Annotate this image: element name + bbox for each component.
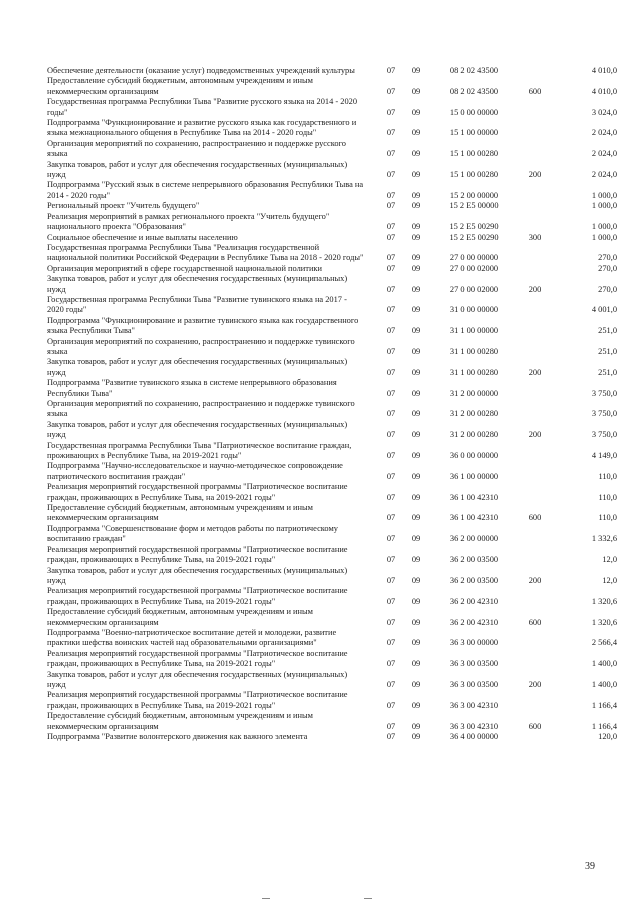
row-target-article: 36 4 00 00000 <box>449 732 499 741</box>
row-expense-type: 200 <box>528 170 542 180</box>
row-amount: 1 320,6 <box>591 617 617 627</box>
row-target-article: 15 1 00 00280 <box>449 170 499 180</box>
row-expense-type: 300 <box>528 232 542 242</box>
table-row <box>0 264 640 274</box>
row-name: Закупка товаров, работ и услуг для обеспечения государственных (муниципальных) нужд <box>47 419 348 440</box>
table-row <box>0 420 640 441</box>
row-amount: 3 024,0 <box>591 107 617 117</box>
row-subsection: 09 <box>411 222 421 232</box>
table-row <box>0 503 640 524</box>
row-name: Реализация мероприятий государственной программы "Патриотическое воспитание граждан, проживающих в Республике Тыва, на 2019-2021 годы" <box>47 586 348 606</box>
row-name: Закупка товаров, работ и услуг для обеспечения государственных (муниципальных) нужд <box>47 159 348 180</box>
table-row <box>0 66 640 76</box>
row-subsection: 09 <box>411 190 421 200</box>
row-subsection: 09 <box>411 388 421 398</box>
row-target-article: 15 2 00 00000 <box>449 190 499 200</box>
row-target-article: 36 3 00 42310 <box>449 721 499 731</box>
row-target-article: 36 2 00 03500 <box>449 575 499 585</box>
row-target-article: 36 1 00 00000 <box>449 471 499 481</box>
row-section: 07 <box>386 513 396 523</box>
table-row <box>0 337 640 358</box>
row-amount: 3 750,0 <box>591 430 617 440</box>
row-expense-type: 200 <box>528 430 542 440</box>
table-row <box>0 139 640 160</box>
page-number: 39 <box>585 861 595 872</box>
row-name: Подпрограмма "Функционирование и развитие русского языка как государственного и языка межнационального общения в Республике Тыва на 2014 - 2020 годы" <box>47 118 357 138</box>
scan-mark <box>262 898 270 899</box>
row-target-article: 36 3 00 03500 <box>449 659 499 669</box>
row-expense-type: 600 <box>528 513 542 523</box>
table-row <box>0 524 640 545</box>
row-amount: 2 024,0 <box>591 149 617 159</box>
row-expense-type: 600 <box>528 617 542 627</box>
row-section: 07 <box>386 575 396 585</box>
table-row <box>0 295 640 316</box>
row-name: Государственная программа Республики Тыва "Развитие тувинского языка на 2017 - 2020 годы" <box>47 294 347 315</box>
row-amount: 1 000,0 <box>591 190 617 200</box>
row-amount: 1 320,6 <box>591 596 617 606</box>
row-subsection: 09 <box>411 128 421 138</box>
row-target-article: 31 2 00 00280 <box>449 430 499 440</box>
row-name: Государственная программа Республики Тыва "Развитие русского языка на 2014 - 2020 годы" <box>47 97 358 117</box>
row-subsection: 09 <box>411 346 421 356</box>
row-amount: 3 750,0 <box>591 388 617 398</box>
row-name: Реализация мероприятий в рамках регионального проекта "Учитель будущего" национального проекта "Образования" <box>47 211 330 232</box>
row-subsection: 09 <box>411 232 421 242</box>
table-row <box>0 711 640 732</box>
row-section: 07 <box>386 534 396 544</box>
row-section: 07 <box>386 471 396 481</box>
row-target-article: 36 3 00 42310 <box>449 700 499 710</box>
row-amount: 1 166,4 <box>591 721 617 731</box>
row-amount: 1 400,0 <box>591 679 617 689</box>
table-row <box>0 233 640 243</box>
row-subsection: 09 <box>411 66 421 75</box>
table-row <box>0 566 640 587</box>
row-name: Реализация мероприятий государственной программы "Патриотическое воспитание граждан, проживающих в Республике Тыва, на 2019-2021 годы" <box>47 482 348 502</box>
table-row <box>0 180 640 201</box>
row-target-article: 36 1 00 42310 <box>449 513 499 523</box>
row-name: Закупка товаров, работ и услуг для обеспечения государственных (муниципальных) нужд <box>47 274 348 294</box>
table-row <box>0 97 640 118</box>
row-name: Обеспечение деятельности (оказание услуг) подведомственных учреждений культуры <box>47 66 355 75</box>
row-subsection: 09 <box>411 86 421 96</box>
row-name: Подпрограмма "Научно-исследовательское и научно-методическое сопровождение патриотического воспитания граждан" <box>47 461 343 481</box>
row-target-article: 27 0 00 00000 <box>449 253 499 263</box>
row-target-article: 15 1 00 00000 <box>449 128 499 138</box>
row-subsection: 09 <box>411 201 421 211</box>
table-row <box>0 482 640 503</box>
row-target-article: 31 1 00 00280 <box>449 346 499 356</box>
row-subsection: 09 <box>411 430 421 440</box>
row-amount: 251,0 <box>598 367 617 377</box>
table-row <box>0 316 640 337</box>
row-name: Реализация мероприятий государственной программы "Патриотическое воспитание граждан, проживающих в Республике Тыва, на 2019-2021 годы" <box>47 648 348 669</box>
table-row <box>0 243 640 264</box>
row-target-article: 36 2 00 42310 <box>449 617 499 627</box>
row-name: Закупка товаров, работ и услуг для обеспечения государственных (муниципальных) нужд <box>47 669 348 689</box>
row-target-article: 36 3 00 00000 <box>449 638 499 648</box>
table-row <box>0 670 640 691</box>
row-amount: 1 400,0 <box>591 659 617 669</box>
row-target-article: 27 0 00 02000 <box>449 284 499 294</box>
row-amount: 110,0 <box>598 492 617 502</box>
row-subsection: 09 <box>411 409 421 419</box>
row-name: Организация мероприятий по сохранению, распространению и поддержке тувинского языка <box>47 399 355 419</box>
table-row <box>0 649 640 670</box>
row-target-article: 31 1 00 00000 <box>449 326 499 336</box>
table-row <box>0 76 640 97</box>
row-amount: 12,0 <box>602 575 617 585</box>
row-expense-type: 200 <box>528 679 542 689</box>
row-section: 07 <box>386 409 396 419</box>
row-section: 07 <box>386 555 396 565</box>
table-row <box>0 357 640 378</box>
row-subsection: 09 <box>411 617 421 627</box>
row-name: Реализация мероприятий государственной программы "Патриотическое воспитание граждан, проживающих в Республике Тыва, на 2019-2021 годы" <box>47 690 348 710</box>
row-subsection: 09 <box>411 253 421 263</box>
row-name: Подпрограмма "Развитие волонтерского движения как важного элемента <box>47 732 308 741</box>
row-name: Социальное обеспечение и иные выплаты населению <box>47 232 238 242</box>
row-section: 07 <box>386 128 396 138</box>
row-section: 07 <box>386 305 396 315</box>
row-subsection: 09 <box>411 534 421 544</box>
row-section: 07 <box>386 346 396 356</box>
row-subsection: 09 <box>411 170 421 180</box>
row-section: 07 <box>386 492 396 502</box>
table-row <box>0 461 640 482</box>
row-target-article: 36 0 00 00000 <box>449 451 499 461</box>
row-subsection: 09 <box>411 451 421 461</box>
row-target-article: 15 0 00 00000 <box>449 107 499 117</box>
row-amount: 1 332,6 <box>591 534 617 544</box>
row-name: Закупка товаров, работ и услуг для обеспечения государственных (муниципальных) нужд <box>47 565 348 585</box>
row-name: Государственная программа Республики Тыва "Патриотическое воспитание граждан, проживающих в Республике Тыва, на 2019-2021 годы" <box>47 440 352 461</box>
row-section: 07 <box>386 367 396 377</box>
row-target-article: 31 2 00 00000 <box>449 388 499 398</box>
row-section: 07 <box>386 451 396 461</box>
row-subsection: 09 <box>411 492 421 502</box>
row-subsection: 09 <box>411 575 421 585</box>
row-amount: 12,0 <box>602 555 617 565</box>
row-amount: 4 010,0 <box>591 66 617 75</box>
row-subsection: 09 <box>411 326 421 336</box>
row-subsection: 09 <box>411 679 421 689</box>
row-amount: 110,0 <box>598 471 617 481</box>
table-row <box>0 399 640 420</box>
table-row <box>0 441 640 462</box>
row-section: 07 <box>386 732 396 741</box>
row-amount: 270,0 <box>598 284 617 294</box>
row-name: Организация мероприятий в сфере государственной национальной политики <box>47 263 322 273</box>
row-subsection: 09 <box>411 721 421 731</box>
row-section: 07 <box>386 253 396 263</box>
row-section: 07 <box>386 721 396 731</box>
row-subsection: 09 <box>411 367 421 377</box>
row-expense-type: 200 <box>528 575 542 585</box>
row-section: 07 <box>386 284 396 294</box>
row-section: 07 <box>386 190 396 200</box>
row-section: 07 <box>386 659 396 669</box>
row-amount: 1 000,0 <box>591 232 617 242</box>
row-section: 07 <box>386 201 396 211</box>
row-amount: 120,0 <box>598 732 617 741</box>
row-name: Государственная программа Республики Тыва "Реализация государственной национальной политики Российской Федерации в Республике Тыва на 2018 - 2020 годы" <box>47 242 364 263</box>
table-row <box>0 586 640 607</box>
row-section: 07 <box>386 66 396 75</box>
row-section: 07 <box>386 638 396 648</box>
row-amount: 2 024,0 <box>591 170 617 180</box>
row-amount: 3 750,0 <box>591 409 617 419</box>
row-section: 07 <box>386 263 396 273</box>
row-subsection: 09 <box>411 732 421 741</box>
row-expense-type: 600 <box>528 86 542 96</box>
row-section: 07 <box>386 430 396 440</box>
table-row <box>0 732 640 742</box>
row-name: Подпрограмма "Совершенствование форм и методов работы по патриотическому воспитанию граждан" <box>47 523 338 544</box>
row-name: Закупка товаров, работ и услуг для обеспечения государственных (муниципальных) нужд <box>47 357 348 377</box>
row-name: Подпрограмма "Функционирование и развитие тувинского языка как государственного языка Республики Тыва" <box>47 315 359 336</box>
row-section: 07 <box>386 326 396 336</box>
table-row <box>0 690 640 711</box>
table-row <box>0 545 640 566</box>
row-section: 07 <box>386 232 396 242</box>
row-target-article: 36 2 00 03500 <box>449 555 499 565</box>
table-row <box>0 628 640 649</box>
row-target-article: 36 2 00 42310 <box>449 596 499 606</box>
row-target-article: 31 0 00 00000 <box>449 305 499 315</box>
table-row <box>0 607 640 628</box>
row-section: 07 <box>386 86 396 96</box>
row-subsection: 09 <box>411 596 421 606</box>
row-target-article: 08 2 02 43500 <box>449 66 499 75</box>
table-row <box>0 212 640 233</box>
row-name: Организация мероприятий по сохранению, распространению и поддержке русского языка <box>47 138 346 159</box>
row-amount: 2 566,4 <box>591 638 617 648</box>
row-amount: 4 149,0 <box>591 451 617 461</box>
row-subsection: 09 <box>411 149 421 159</box>
budget-table <box>0 66 640 742</box>
row-subsection: 09 <box>411 284 421 294</box>
row-target-article: 15 1 00 00280 <box>449 149 499 159</box>
row-section: 07 <box>386 596 396 606</box>
row-subsection: 09 <box>411 513 421 523</box>
row-section: 07 <box>386 617 396 627</box>
row-target-article: 31 2 00 00280 <box>449 409 499 419</box>
row-section: 07 <box>386 222 396 232</box>
table-row <box>0 118 640 139</box>
row-name: Подпрограмма "Развитие тувинского языка в системе непрерывного образования Республики Тыва" <box>47 378 337 398</box>
row-name: Региональный проект "Учитель будущего" <box>47 201 200 211</box>
row-section: 07 <box>386 149 396 159</box>
row-amount: 270,0 <box>598 263 617 273</box>
table-row <box>0 378 640 399</box>
row-amount: 1 000,0 <box>591 201 617 211</box>
row-subsection: 09 <box>411 263 421 273</box>
row-amount: 251,0 <box>598 326 617 336</box>
row-expense-type: 600 <box>528 721 542 731</box>
row-amount: 1 000,0 <box>591 222 617 232</box>
table-row <box>0 274 640 295</box>
row-section: 07 <box>386 170 396 180</box>
row-name: Предоставление субсидий бюджетным, автономным учреждениям и иным некоммерческим организациям <box>47 711 313 731</box>
row-target-article: 15 2 E5 00000 <box>449 201 499 211</box>
row-section: 07 <box>386 700 396 710</box>
row-subsection: 09 <box>411 638 421 648</box>
row-name: Подпрограмма "Русский язык в системе непрерывного образования Республики Тыва на 2014 - 2020 годы" <box>47 180 364 200</box>
row-target-article: 36 1 00 42310 <box>449 492 499 502</box>
row-subsection: 09 <box>411 659 421 669</box>
row-name: Организация мероприятий по сохранению, распространению и поддержке тувинского языка <box>47 336 355 356</box>
row-amount: 4 010,0 <box>591 86 617 96</box>
row-amount: 2 024,0 <box>591 128 617 138</box>
row-name: Предоставление субсидий бюджетным, автономным учреждениям и иным некоммерческим организациям <box>47 503 313 523</box>
row-expense-type: 200 <box>528 284 542 294</box>
row-target-article: 27 0 00 02000 <box>449 263 499 273</box>
row-target-article: 15 2 E5 00290 <box>449 232 499 242</box>
table-row <box>0 160 640 181</box>
row-name: Подпрограмма "Военно-патриотическое воспитание детей и молодежи, развитие практики шефства воинских частей над образовательными организациями" <box>47 627 337 648</box>
row-section: 07 <box>386 107 396 117</box>
row-name: Предоставление субсидий бюджетным, автономным учреждениям и иным некоммерческим организациям <box>47 607 313 627</box>
table-row <box>0 201 640 211</box>
row-amount: 4 001,0 <box>591 305 617 315</box>
row-target-article: 15 2 E5 00290 <box>449 222 499 232</box>
row-amount: 1 166,4 <box>591 700 617 710</box>
row-name: Реализация мероприятий государственной программы "Патриотическое воспитание граждан, проживающих в Республике Тыва, на 2019-2021 годы" <box>47 544 348 565</box>
row-amount: 270,0 <box>598 253 617 263</box>
row-section: 07 <box>386 679 396 689</box>
row-section: 07 <box>386 388 396 398</box>
row-subsection: 09 <box>411 555 421 565</box>
row-expense-type: 200 <box>528 367 542 377</box>
row-subsection: 09 <box>411 107 421 117</box>
row-subsection: 09 <box>411 471 421 481</box>
row-target-article: 36 2 00 00000 <box>449 534 499 544</box>
row-target-article: 31 1 00 00280 <box>449 367 499 377</box>
row-amount: 251,0 <box>598 346 617 356</box>
row-target-article: 08 2 02 43500 <box>449 86 499 96</box>
scan-mark <box>364 898 372 899</box>
row-name: Предоставление субсидий бюджетным, автономным учреждениям и иным некоммерческим организациям <box>47 76 313 96</box>
row-subsection: 09 <box>411 305 421 315</box>
row-target-article: 36 3 00 03500 <box>449 679 499 689</box>
row-subsection: 09 <box>411 700 421 710</box>
row-amount: 110,0 <box>598 513 617 523</box>
